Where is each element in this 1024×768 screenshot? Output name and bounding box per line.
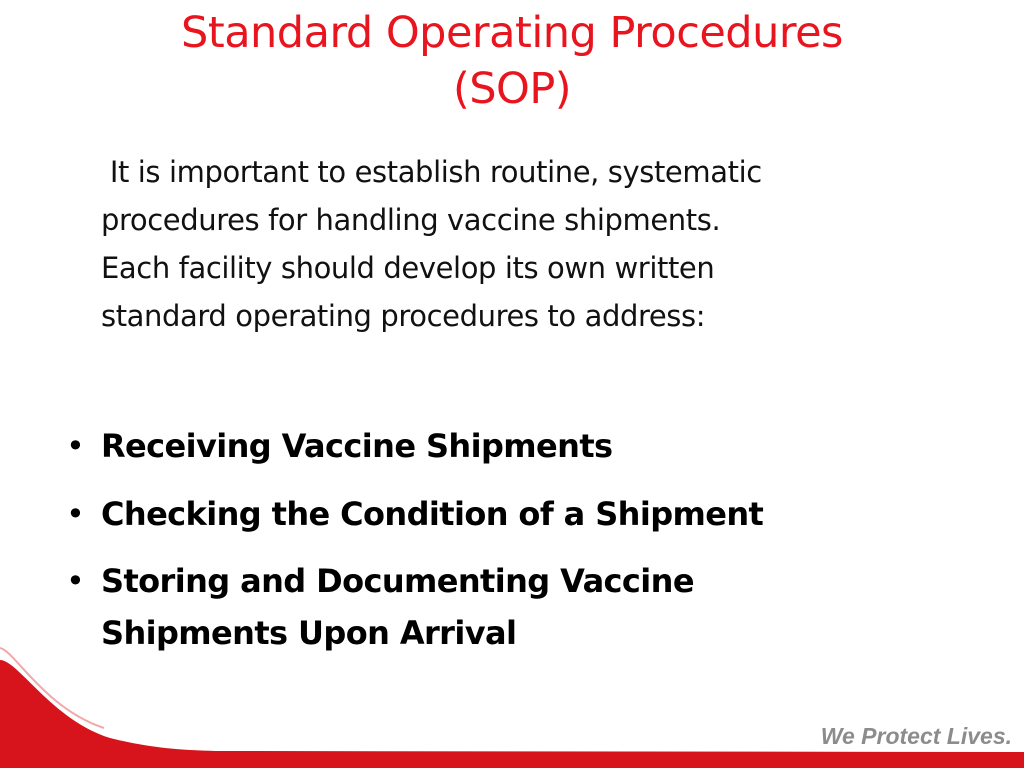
bullet-marker: • <box>66 562 85 600</box>
bullet-list <box>0 419 1024 673</box>
intro-paragraph <box>101 148 961 340</box>
bullet-text-line-1: Checking the Condition of a Shipment <box>101 495 764 533</box>
bullet-text-line-2: Shipments Upon Arrival <box>101 614 517 652</box>
footer-tagline: We Protect Lives. <box>820 723 1012 749</box>
intro-line-2: procedures for handling vaccine shipments. <box>101 203 721 237</box>
bullet-item <box>0 487 1024 541</box>
title-line-1: Standard Operating Procedures <box>181 8 843 58</box>
bullet-marker: • <box>66 495 85 533</box>
intro-line-1: It is important to establish routine, systematic <box>101 155 762 189</box>
title-line-2: (SOP) <box>452 63 572 114</box>
bullet-text-line-1: Receiving Vaccine Shipments <box>101 427 613 465</box>
bullet-item <box>0 419 1024 473</box>
bullet-item <box>0 555 1024 659</box>
bullet-marker: • <box>66 427 85 465</box>
red-swoosh-shape <box>0 660 1024 768</box>
slide-title <box>0 6 1024 118</box>
intro-line-3: Each facility should develop its own written <box>101 251 715 285</box>
intro-line-4: standard operating procedures to address: <box>101 299 706 333</box>
bullet-text-line-1: Storing and Documenting Vaccine <box>101 562 694 600</box>
